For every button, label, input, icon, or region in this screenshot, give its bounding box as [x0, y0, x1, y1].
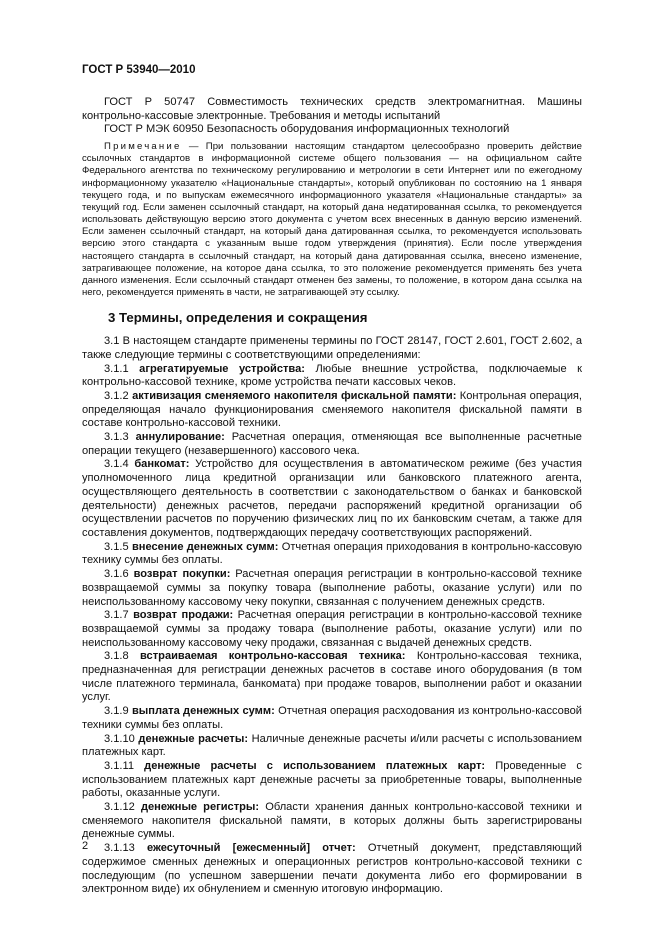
normative-references — [82, 96, 582, 137]
term-name: агрегатируемые устройства: — [139, 362, 305, 375]
term-name: возврат продажи: — [133, 609, 234, 622]
term-text: Проведенные с использованием платежных карт денежные расчеты за приобретенные товары, выполненные работы, оказанные услуги. — [82, 759, 582, 800]
term-definition — [82, 390, 582, 431]
term-definition — [82, 705, 582, 732]
term-definition — [82, 733, 582, 760]
term-definition — [82, 363, 582, 390]
term-name: ежесуточный [ежесменный] отчет: — [147, 842, 356, 855]
term-name: активизация сменяемого накопителя фискальной памяти: — [132, 389, 457, 402]
term-definition — [82, 842, 582, 897]
term-text: Любые внешние устройства, подключаемые к контрольно-кассовой технике, кроме устройства печати кассовых чеков. — [82, 362, 582, 389]
term-name: возврат покупки: — [133, 568, 231, 581]
term-definition — [82, 458, 582, 540]
term-number: 3.1.3 — [104, 431, 129, 444]
term-text: Отчетная операция расходования из контрольно-кассовой техники суммы без оплаты. — [82, 705, 582, 731]
term-text: Контрольно-кассовая техника, предназначенная для регистрации денежных расчетов в составе иного оборудования (в том числе платежного терминала, банкомата) при продаже товаров, выполнении работ и оказании услуг. — [82, 650, 583, 704]
terms-list — [82, 363, 582, 897]
term-definition — [82, 801, 582, 842]
term-name: денежные расчеты с использованием платежных карт: — [144, 759, 486, 772]
term-definition — [82, 568, 582, 609]
term-name: банкомат: — [134, 458, 190, 471]
term-definition — [82, 650, 582, 705]
term-text: Устройство для осуществления в автоматическом режиме (без участия уполномоченного лица кредитной организации или банковского платежного агента, осуществляющего деятельность в соответствии с законодательством о банках и банковской деятельности) денежных расчетов, передачи распоряжений кредитной организации об осуществлении расчетов по поручению физических лиц по их банковским счетам, а также для составления документов, подтверждающих передачу соответствующих распоряжений. — [82, 458, 582, 539]
term-definition — [82, 431, 582, 458]
document-header: ГОСТ Р 53940—2010 — [82, 64, 196, 76]
term-text: Расчетная операция регистрации в контрольно-кассовой технике возвращаемой суммы за продажу товара (выполнение работы, оказание услуги) или по неиспользованному кассовому чеку продажи, связанная с выдачей денежных средств. — [82, 609, 582, 649]
term-name: встраиваемая контрольно-кассовая техника: — [140, 650, 406, 663]
note-label: Примечание — [104, 141, 182, 153]
term-name: аннулирование: — [135, 431, 225, 444]
term-number: 3.1.13 — [104, 842, 135, 855]
section-title: 3 Термины, определения и сокращения — [108, 310, 368, 326]
reference-item: ГОСТ Р МЭК 60950 Безопасность оборудования информационных технологий — [104, 123, 510, 136]
term-text: Контрольная операция, определяющая начало функционирования сменяемого накопителя фискальной памяти в составе контрольно-кассовой техники. — [82, 389, 582, 430]
term-number: 3.1.2 — [104, 389, 129, 402]
term-number: 3.1.4 — [104, 458, 129, 471]
intro-paragraph: 3.1 В настоящем стандарте применены термины по ГОСТ 28147, ГОСТ 2.601, ГОСТ 2.602, а также следующие термины с соответствующими определениями: — [82, 335, 582, 361]
term-text: Расчетная операция, отменяющая все выполненные расчетные операции текущего (незавершенного) кассового чека. — [82, 431, 582, 457]
page-number: 2 — [82, 840, 89, 852]
term-text: Расчетная операция регистрации в контрольно-кассовой технике возвращаемой суммы за покупку товара (выполнение работы, оказание услуги) или по неиспользованному кассовому чеку покупки, связанная с получением денежных средств. — [82, 568, 582, 608]
note-paragraph — [82, 141, 582, 299]
term-number: 3.1.9 — [104, 705, 129, 718]
term-definition — [82, 609, 582, 650]
term-text: Отчетная операция приходования в контрольно-кассовую технику суммы без оплаты. — [82, 540, 582, 567]
term-definition — [82, 760, 582, 801]
term-number: 3.1.10 — [104, 732, 135, 745]
term-number: 3.1.12 — [104, 801, 135, 814]
term-text: Наличные денежные расчеты и/или расчеты с использованием платежных карт. — [82, 732, 583, 759]
term-name: денежные расчеты: — [138, 732, 249, 745]
term-number: 3.1.11 — [104, 759, 135, 772]
term-name: внесение денежных сумм: — [131, 540, 279, 553]
note-text: — При пользовании настоящим стандартом целесообразно проверить действие ссылочных стандартов в информационной системе общего пользования — на официальном сайте Федерального агентства по техническому регулированию и метрологии в сети Интернет или по ежегодному информационному указателю «Национальные стандарты», который опубликован по состоянию на 1 января текущего года, и по выпускам ежемесячного информационного указателя «Национальные стандарты» за текущий год. Если заменен ссылочный стандарт, на который дана недатированная ссылка, то рекомендуется использовать действующую версию этого документа с учетом всех внесенных в данную версию изменений. Если заменен ссылочный стандарт, на который дана датированная ссылка, то рекомендуется использовать версию этого стандарта с указанным выше годом утверждения (принятия). Если после утверждения настоящего стандарта в ссылочный стандарт, на который дана датированная ссылка, внесено изменение, затрагивающее положение, на которое дана ссылка, то это положение рекомендуется применять без учета данного изменения. Если ссылочный стандарт отменен без замены, то положение, в котором дана ссылка на него, рекомендуется применять в части, не затрагивающей эту ссылку. — [82, 141, 582, 298]
term-number: 3.1.5 — [104, 540, 129, 553]
term-text: Области хранения данных контрольно-кассовой техники и сменяемого накопителя фискальной памяти, в которых должны быть зарегистрированы денежные суммы. — [82, 801, 582, 841]
term-number: 3.1.1 — [104, 362, 129, 375]
term-number: 3.1.8 — [104, 650, 129, 663]
term-number: 3.1.6 — [104, 568, 129, 581]
term-name: денежные регистры: — [140, 801, 260, 814]
document-body — [82, 88, 582, 897]
term-text: Отчетный документ, представляющий содержимое сменных денежных и операционных регистров контрольно-кассовой техники с последующим (по успешном завершении печати документа либо его формировании в электронном виде) их обнулением и сменную итоговую информацию. — [82, 842, 582, 896]
term-definition — [82, 541, 582, 568]
term-name: выплата денежных сумм: — [131, 705, 275, 718]
term-number: 3.1.7 — [104, 609, 129, 622]
reference-item: ГОСТ Р 50747 Совместимость технических средств электромагнитная. Машины контрольно-кассовые электронные. Требования и методы испытаний — [82, 96, 582, 122]
